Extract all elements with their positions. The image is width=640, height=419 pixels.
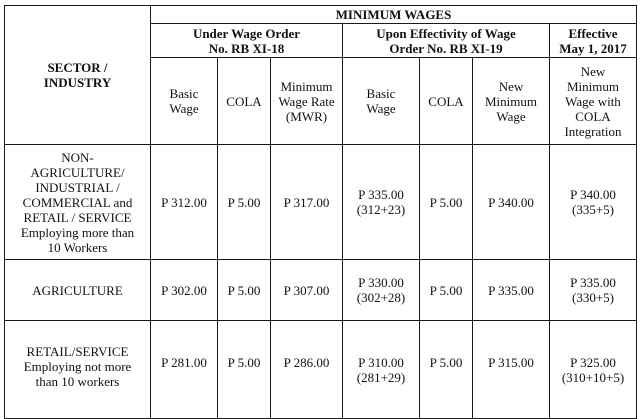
col-header-mwr bbox=[271, 58, 343, 145]
basic-wage-19-cell bbox=[343, 321, 420, 419]
col-header-line: New bbox=[580, 63, 606, 79]
sector-cell-non-agriculture bbox=[5, 145, 151, 260]
col-header-line: Basic bbox=[169, 86, 199, 101]
new-minimum-wage-cell: P 335.00 bbox=[473, 260, 550, 321]
col-header-line: New bbox=[498, 78, 524, 94]
minimum-wages-header: MINIMUM WAGES bbox=[151, 6, 637, 24]
minimum-wage-table-frame bbox=[4, 5, 636, 399]
col-header-line: Minimum bbox=[280, 78, 333, 94]
col-header-line: Wage bbox=[496, 108, 526, 124]
sector-line: AGRICULTURE bbox=[32, 282, 123, 298]
table-row bbox=[5, 321, 637, 419]
table-row bbox=[5, 260, 637, 321]
sector-line: COMMERCIAL and bbox=[22, 194, 133, 210]
new-minimum-wage-cell: P 315.00 bbox=[473, 321, 550, 419]
cola-18-cell: P 5.00 bbox=[218, 321, 271, 419]
basic-wage-18-cell: P 302.00 bbox=[151, 260, 218, 321]
cola-integration-value: P 335.00 bbox=[570, 275, 616, 290]
sector-line: RETAIL/SERVICE bbox=[26, 344, 129, 359]
sector-line: RETAIL / SERVICE bbox=[23, 209, 132, 225]
col-header-line: (MWR) bbox=[285, 108, 328, 124]
sector-header-line: SECTOR / bbox=[47, 60, 108, 75]
col-header-line: Wage with bbox=[565, 93, 621, 109]
col-header-line: COLA bbox=[575, 108, 611, 124]
sector-line: 10 Workers bbox=[47, 239, 108, 255]
sector-line: AGRICULTURE/ bbox=[30, 164, 125, 180]
col-header-line: Wage bbox=[169, 101, 199, 116]
group-header-wage-order-19 bbox=[343, 24, 550, 58]
cola-integration-breakdown: (330+5) bbox=[572, 290, 614, 305]
basic-wage-19-cell bbox=[343, 260, 420, 321]
group-header-line: Under Wage Order bbox=[192, 25, 301, 41]
col-header-line: Minimum bbox=[566, 78, 619, 94]
col-header-cola-18 bbox=[218, 58, 271, 145]
col-header-line: Minimum bbox=[484, 93, 537, 109]
col-header-line: Basic bbox=[366, 86, 396, 101]
col-header-basic-wage-18 bbox=[151, 58, 218, 145]
col-header-cola-19 bbox=[420, 58, 473, 145]
col-header-line: Wage bbox=[366, 101, 396, 116]
basic-wage-18-cell: P 281.00 bbox=[151, 321, 218, 419]
cola-integration-cell bbox=[550, 260, 637, 321]
basic-wage-19-breakdown: (281+29) bbox=[356, 369, 406, 385]
col-header-cola-integration bbox=[550, 58, 637, 145]
sector-header-line: INDUSTRY bbox=[43, 75, 112, 90]
basic-wage-19-value: P 335.00 bbox=[358, 187, 404, 202]
group-header-wage-order-18 bbox=[151, 24, 343, 58]
group-header-line: No. RB XI-18 bbox=[208, 40, 285, 56]
cola-18-cell: P 5.00 bbox=[218, 260, 271, 321]
sector-cell-agriculture bbox=[5, 260, 151, 321]
sector-line: Employing more than bbox=[20, 224, 135, 240]
col-header-line: COLA bbox=[226, 93, 262, 109]
col-header-line: COLA bbox=[428, 93, 464, 109]
sector-line: INDUSTRIAL / bbox=[35, 179, 120, 195]
group-header-line: Order No. RB XI-19 bbox=[389, 40, 503, 56]
sector-cell-retail-service bbox=[5, 321, 151, 419]
basic-wage-19-breakdown: (302+28) bbox=[356, 290, 406, 305]
sector-line: Employing not more bbox=[23, 359, 132, 374]
cola-integration-value: P 340.00 bbox=[570, 187, 616, 202]
mwr-cell: P 307.00 bbox=[271, 260, 343, 321]
cola-19-cell: P 5.00 bbox=[420, 145, 473, 260]
table-row bbox=[5, 145, 637, 260]
cola-19-cell: P 5.00 bbox=[420, 260, 473, 321]
sector-line: NON- bbox=[61, 149, 94, 165]
cola-integration-cell bbox=[550, 321, 637, 419]
group-header-line: Upon Effectivity of Wage bbox=[376, 25, 516, 41]
cola-integration-breakdown: (335+5) bbox=[572, 202, 614, 217]
basic-wage-19-value: P 330.00 bbox=[358, 275, 404, 290]
basic-wage-19-cell bbox=[343, 145, 420, 260]
group-header-line: Effective bbox=[568, 25, 618, 41]
group-header-line: May 1, 2017 bbox=[559, 40, 627, 56]
col-header-basic-wage-19 bbox=[343, 58, 420, 145]
sector-line: than 10 workers bbox=[35, 374, 120, 389]
cola-integration-breakdown: (310+10+5) bbox=[561, 369, 625, 385]
minimum-wage-table bbox=[4, 5, 637, 419]
basic-wage-18-cell: P 312.00 bbox=[151, 145, 218, 260]
col-header-line: Integration bbox=[564, 123, 622, 139]
mwr-cell: P 286.00 bbox=[271, 321, 343, 419]
mwr-cell: P 317.00 bbox=[271, 145, 343, 260]
basic-wage-19-breakdown: (312+23) bbox=[356, 202, 406, 217]
cola-19-cell: P 5.00 bbox=[420, 321, 473, 419]
col-header-line: Wage Rate bbox=[278, 93, 335, 109]
cola-18-cell: P 5.00 bbox=[218, 145, 271, 260]
cola-integration-value: P 325.00 bbox=[570, 354, 616, 370]
new-minimum-wage-cell: P 340.00 bbox=[473, 145, 550, 260]
col-header-new-minimum-wage bbox=[473, 58, 550, 145]
basic-wage-19-value: P 310.00 bbox=[358, 354, 404, 370]
sector-industry-header bbox=[5, 6, 151, 145]
cola-integration-cell bbox=[550, 145, 637, 260]
group-header-effective-date bbox=[550, 24, 637, 58]
